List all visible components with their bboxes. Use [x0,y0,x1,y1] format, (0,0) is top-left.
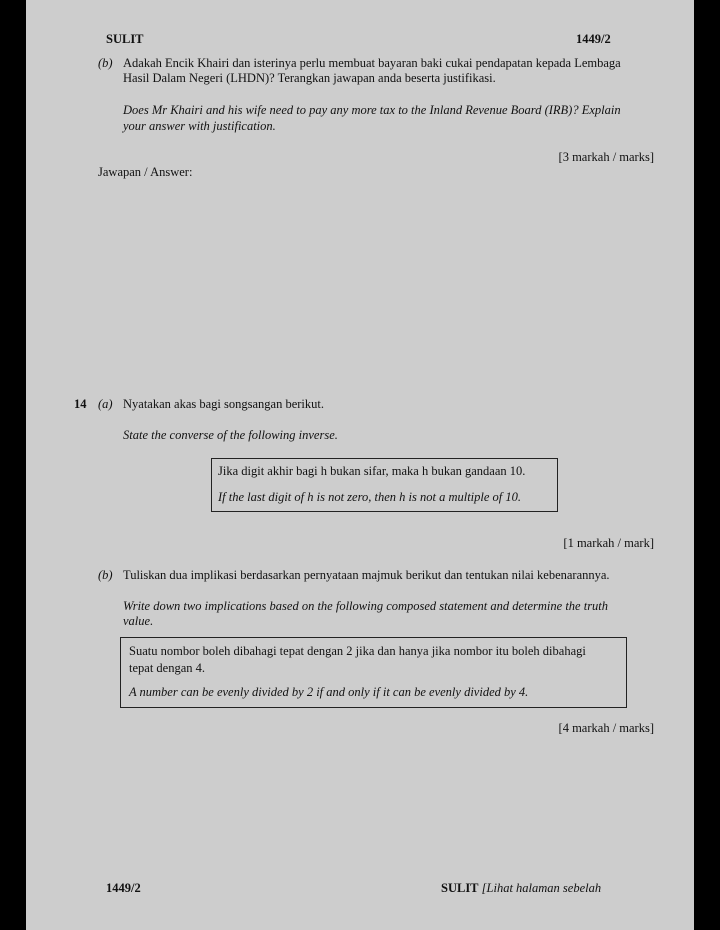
q14b-marks: [4 markah / marks] [558,721,654,735]
q14b-english-2: value. [123,614,154,628]
header-code: 1449/2 [576,32,611,46]
q14a-box-english: If the last digit of h is not zero, then h is not a multiple of 10. [218,490,522,504]
q14-number: 14 [74,397,87,411]
exam-page [26,0,694,930]
footer-right [441,880,601,896]
q14b-statement-box [120,637,627,708]
q14b-label: (b) [98,568,113,582]
footer-next-page: [Lihat halaman sebelah [481,881,602,895]
q14b-box-malay-1: Suatu nombor boleh dibahagi tepat dengan 2 jika dan hanya jika nombor itu boleh dibahagi [129,644,586,658]
q14a-box-malay: Jika digit akhir bagi h bukan sifar, maka h bukan gandaan 10. [218,464,526,478]
footer-sulit: SULIT [441,881,479,895]
q13b-marks: [3 markah / marks] [558,150,654,164]
header-sulit: SULIT [106,32,144,46]
q14b-box-malay-2: tepat dengan 4. [129,661,206,675]
q13b-malay-2: Hasil Dalam Negeri (LHDN)? Terangkan jawapan anda beserta justifikasi. [123,71,496,85]
q14a-english: State the converse of the following inverse. [123,428,338,442]
q14b-malay: Tuliskan dua implikasi berdasarkan pernyataan majmuk berikut dan tentukan nilai kebenarannya. [123,568,610,582]
q14a-label: (a) [98,397,113,411]
q14a-statement-box [211,458,558,512]
q14b-english-1: Write down two implications based on the following composed statement and determine the truth [123,599,609,613]
q13b-english-2: your answer with justification. [123,119,276,133]
q14a-marks: [1 markah / mark] [563,536,654,550]
q13b-english-1: Does Mr Khairi and his wife need to pay any more tax to the Inland Revenue Board (IRB)? Explain [123,103,621,117]
answer-label: Jawapan / Answer: [98,165,193,179]
q14a-malay: Nyatakan akas bagi songsangan berikut. [123,397,324,411]
q13b-malay-1: Adakah Encik Khairi dan isterinya perlu membuat bayaran baki cukai pendapatan kepada Lembaga [123,56,621,70]
footer-code: 1449/2 [106,881,141,895]
q14b-box-english: A number can be evenly divided by 2 if and only if it can be evenly divided by 4. [129,685,529,699]
q13b-label: (b) [98,56,113,70]
